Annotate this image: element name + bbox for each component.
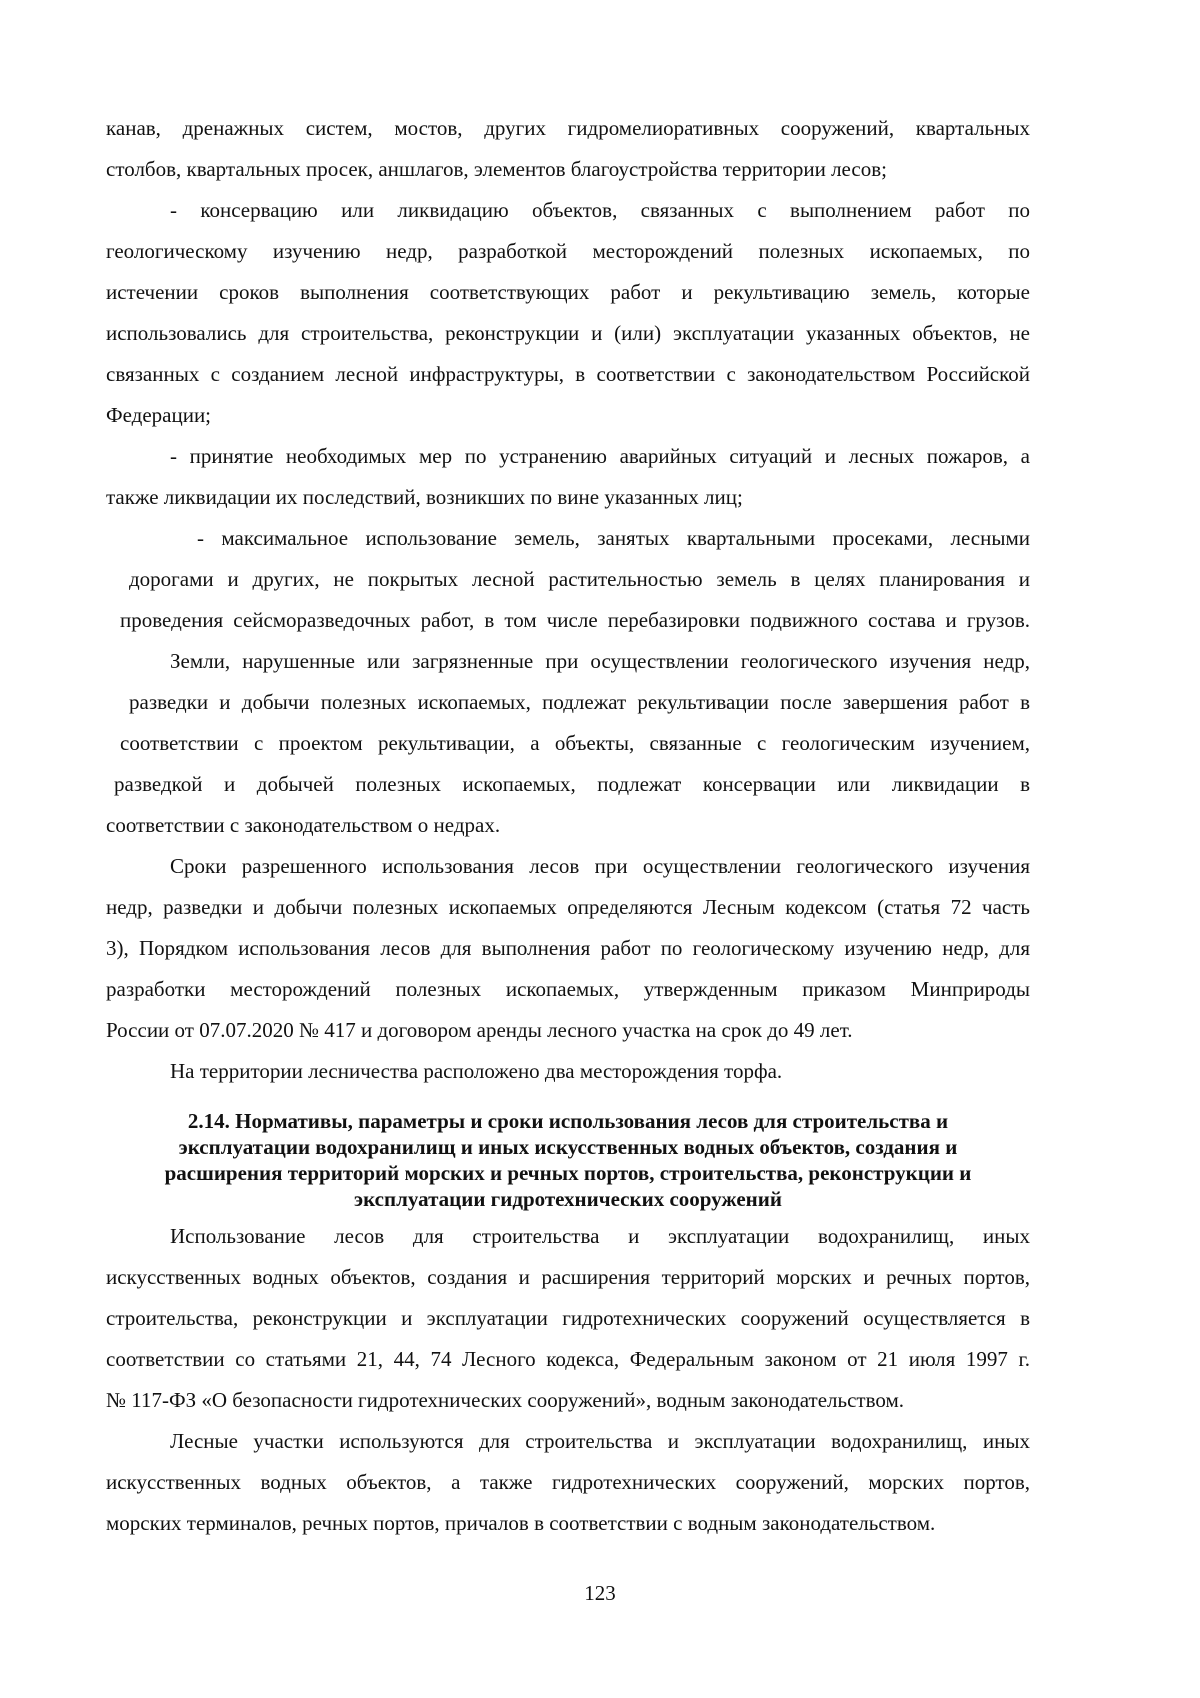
text-line: разработки месторождений полезных ископаемых, утвержденным приказом Минприроды: [106, 977, 1030, 1001]
paragraph-infrastructure-continued: [106, 108, 1030, 190]
list-item-emergency-measures: [106, 436, 1030, 518]
text-line: Лесные участки используются для строительства и эксплуатации водохранилищ, иных: [170, 1429, 1030, 1453]
text-line: Федерации;: [106, 403, 212, 427]
text-line: На территории лесничества расположено два месторождения торфа.: [170, 1059, 783, 1083]
text-line: дорогами и других, не покрытых лесной растительностью земель в целях планирования и: [129, 567, 1030, 591]
document-page: [106, 108, 1030, 1544]
text-line: также ликвидации их последствий, возникших по вине указанных лиц;: [106, 485, 743, 509]
text-line: искусственных водных объектов, создания и расширения территорий морских и речных портов,: [106, 1265, 1030, 1289]
text-line: 3), Порядком использования лесов для выполнения работ по геологическому изучению недр, для: [106, 936, 1030, 960]
paragraph-forest-use-water: [106, 1216, 1030, 1421]
text-line: канав, дренажных систем, мостов, других гидромелиоративных сооружений, квартальных: [106, 116, 1030, 140]
heading-line: расширения территорий морских и речных портов, строительства, реконструкции и: [164, 1161, 972, 1185]
text-line: строительства, реконструкции и эксплуатации гидротехнических сооружений осуществляется в: [106, 1306, 1030, 1330]
text-line: соответствии со статьями 21, 44, 74 Лесного кодекса, Федеральным законом от 21 июля 1997 г.: [106, 1347, 1030, 1371]
text-line: - консервацию или ликвидацию объектов, связанных с выполнением работ по: [170, 198, 1030, 222]
text-line: России от 07.07.2020 № 417 и договором аренды лесного участка на срок до 49 лет.: [106, 1018, 853, 1042]
paragraph-forest-plots: [106, 1421, 1030, 1544]
text-line: морских терминалов, речных портов, причалов в соответствии с водным законодательством.: [106, 1511, 936, 1535]
text-line: № 117-ФЗ «О безопасности гидротехнических сооружений», водным законодательством.: [106, 1388, 905, 1412]
list-item-land-use: [106, 518, 1030, 641]
text-line: соответствии с законодательством о недрах.: [106, 813, 501, 837]
text-line: Использование лесов для строительства и эксплуатации водохранилищ, иных: [170, 1224, 1030, 1248]
text-line: Сроки разрешенного использования лесов при осуществлении геологического изучения: [170, 854, 1030, 878]
text-line: соответствии с проектом рекультивации, а объекты, связанные с геологическим изучением,: [120, 731, 1030, 755]
text-line: - принятие необходимых мер по устранению аварийных ситуаций и лесных пожаров, а: [170, 444, 1030, 468]
text-line: - максимальное использование земель, занятых квартальными просеками, лесными: [197, 526, 1030, 550]
paragraph-peat-deposits: [106, 1051, 1030, 1092]
list-item-conservation: [106, 190, 1030, 436]
text-line: недр, разведки и добычи полезных ископаемых определяются Лесным кодексом (статья 72 часть: [106, 895, 1030, 919]
text-line: разведки и добычи полезных ископаемых, подлежат рекультивации после завершения работ в: [129, 690, 1030, 714]
heading-line: эксплуатации гидротехнических сооружений: [354, 1187, 782, 1211]
text-line: разведкой и добычей полезных ископаемых, подлежат консервации или ликвидации в: [114, 772, 1030, 796]
text-line: проведения сейсморазведочных работ, в том числе перебазировки подвижного состава и грузов.: [120, 608, 1030, 632]
page-number: 123: [584, 1581, 616, 1605]
paragraph-terms: [106, 846, 1030, 1051]
text-line: геологическому изучению недр, разработкой месторождений полезных ископаемых, по: [106, 239, 1030, 263]
heading-line: эксплуатации водохранилищ и иных искусственных водных объектов, создания и: [178, 1135, 958, 1159]
text-line: истечении сроков выполнения соответствующих работ и рекультивацию земель, которые: [106, 280, 1030, 304]
text-line: Земли, нарушенные или загрязненные при осуществлении геологического изучения недр,: [170, 649, 1030, 673]
text-line: искусственных водных объектов, а также гидротехнических сооружений, морских портов,: [106, 1470, 1030, 1494]
text-line: столбов, квартальных просек, аншлагов, элементов благоустройства территории лесов;: [106, 157, 887, 181]
heading-line: 2.14. Нормативы, параметры и сроки использования лесов для строительства и: [187, 1109, 949, 1133]
section-heading: [106, 1108, 1030, 1212]
text-line: связанных с созданием лесной инфраструктуры, в соответствии с законодательством Российской: [106, 362, 1030, 386]
text-line: использовались для строительства, реконструкции и (или) эксплуатации указанных объектов, не: [106, 321, 1030, 345]
paragraph-reclamation: [106, 641, 1030, 846]
